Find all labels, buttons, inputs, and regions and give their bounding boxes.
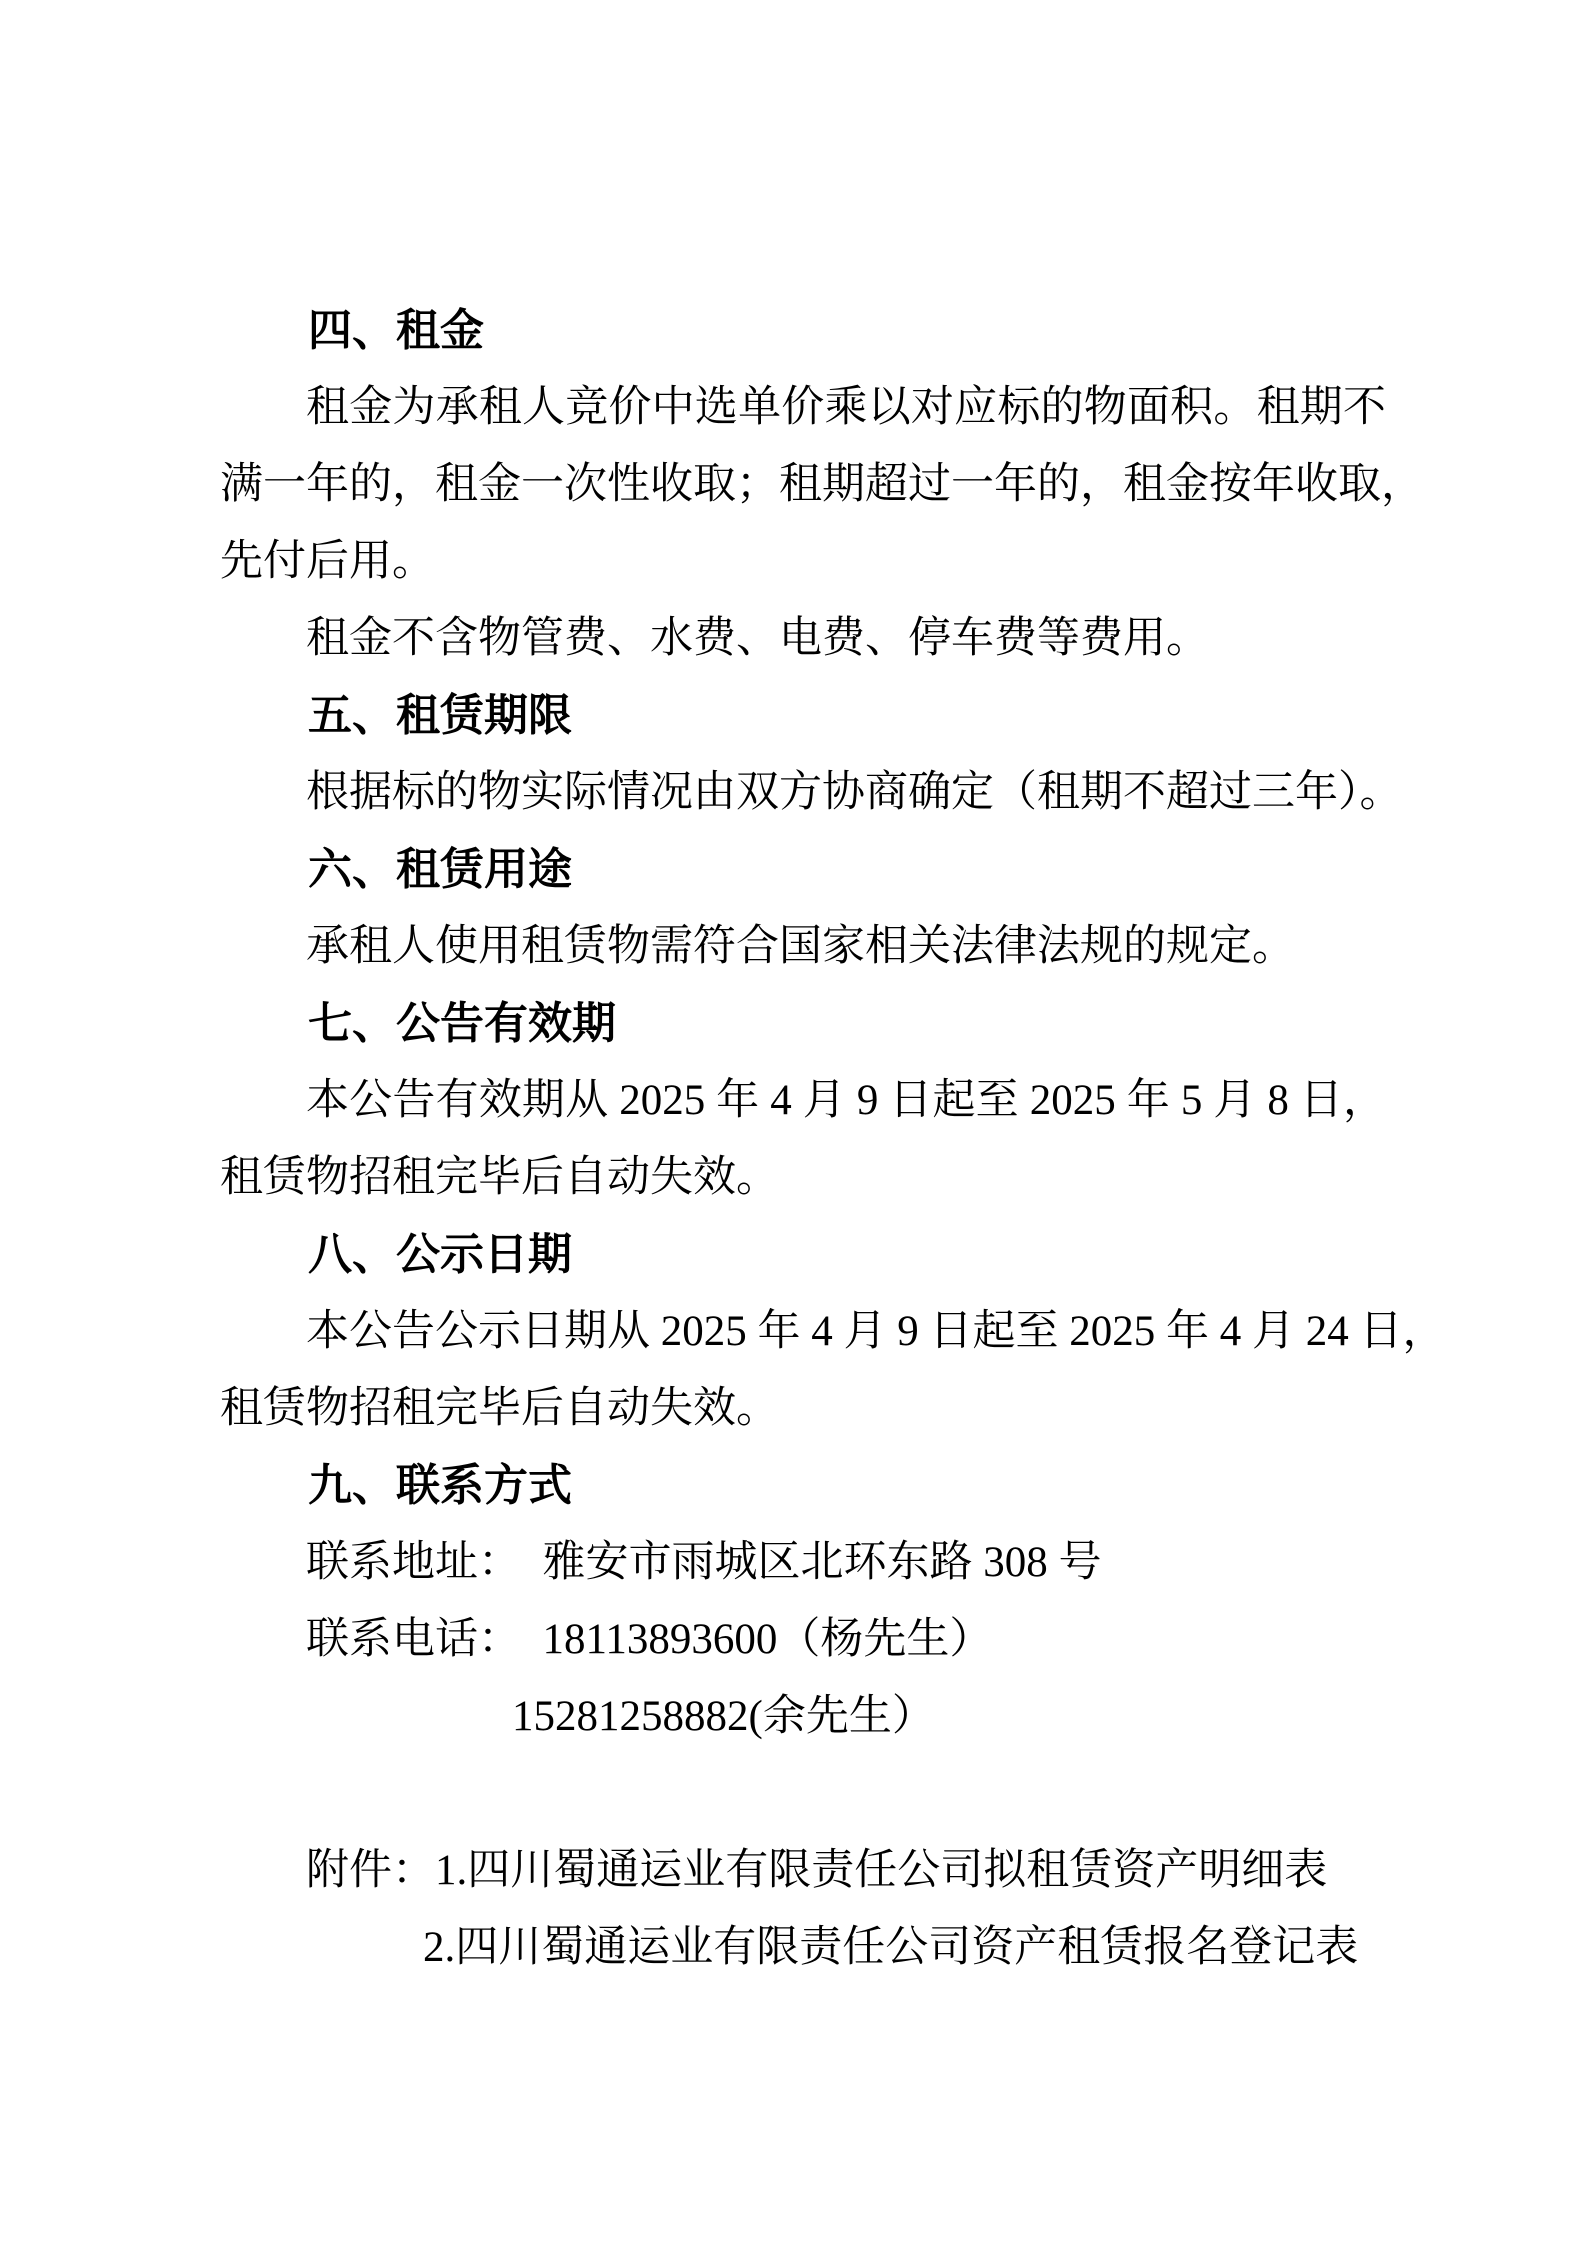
paragraph-line: 根据标的物实际情况由双方协商确定（租期不超过三年）。 bbox=[306, 769, 1403, 816]
document-content bbox=[220, 292, 1446, 1986]
contact-phone-line-2: 15281258882(余先生） bbox=[512, 1693, 935, 1740]
paragraph-line: 租赁物招租完毕后自动失效。 bbox=[220, 1385, 779, 1432]
section-heading-lease-purpose: 六、租赁用途 bbox=[308, 845, 572, 894]
paragraph-line: 先付后用。 bbox=[220, 538, 435, 585]
section-heading-publicity-date: 八、公示日期 bbox=[308, 1230, 572, 1279]
paragraph-line: 承租人使用租赁物需符合国家相关法律法规的规定。 bbox=[306, 923, 1295, 970]
section-heading-lease-term: 五、租赁期限 bbox=[308, 691, 572, 740]
section-heading-rent: 四、租金 bbox=[308, 306, 484, 355]
section-heading-contact-info: 九、联系方式 bbox=[308, 1461, 572, 1510]
paragraph-line: 租金为承租人竞价中选单价乘以对应标的物面积。租期不 bbox=[306, 384, 1386, 431]
paragraph-line: 本公告有效期从 2025 年 4 月 9 日起至 2025 年 5 月 8 日， bbox=[306, 1077, 1386, 1124]
paragraph-line: 租金不含物管费、水费、电费、停车费等费用。 bbox=[306, 615, 1209, 662]
contact-phone-line-1: 联系电话： 18113893600（杨先生） bbox=[306, 1616, 993, 1663]
paragraph-line: 本公告公示日期从 2025 年 4 月 9 日起至 2025 年 4 月 24 日， bbox=[306, 1308, 1446, 1355]
attachment-line-1: 附件：1.四川蜀通运业有限责任公司拟租赁资产明细表 bbox=[306, 1847, 1328, 1894]
blank-line bbox=[220, 1755, 1386, 1832]
attachment-line-2: 2.四川蜀通运业有限责任公司资产租赁报名登记表 bbox=[423, 1924, 1359, 1971]
paragraph-line: 租赁物招租完毕后自动失效。 bbox=[220, 1154, 779, 1201]
section-heading-validity-period: 七、公告有效期 bbox=[308, 999, 616, 1048]
paragraph-line: 满一年的，租金一次性收取；租期超过一年的，租金按年收取， bbox=[220, 461, 1424, 508]
contact-address-line: 联系地址： 雅安市雨城区北环东路 308 号 bbox=[306, 1539, 1102, 1586]
